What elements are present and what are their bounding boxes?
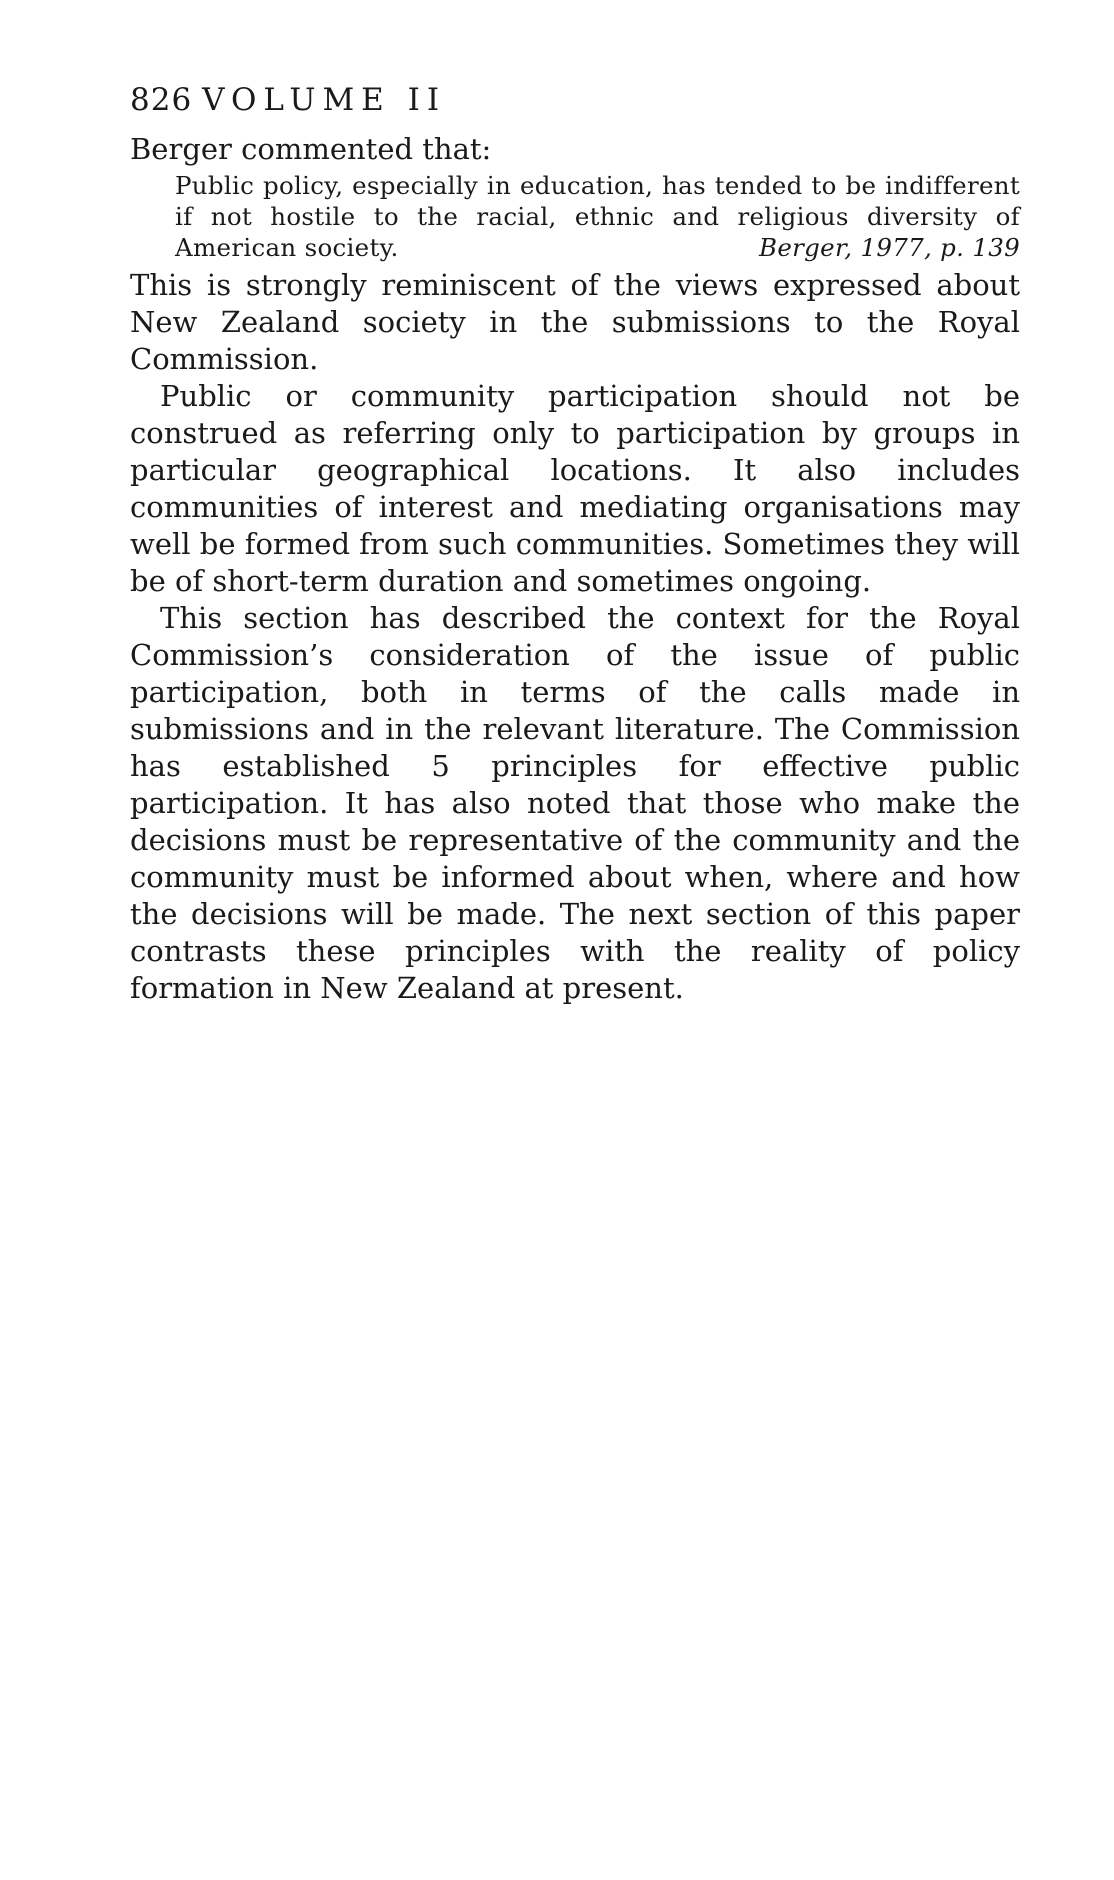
page-number: 826 bbox=[130, 82, 193, 118]
quote-text: Public policy, especially in education, has tended to be indifferent if not hostile to the racial, ethnic and religious diversity of American society. bbox=[175, 171, 1020, 262]
document-page bbox=[130, 80, 1020, 1007]
paragraph-2: Public or community participation should not be construed as referring only to participation by groups in particular geographical locations. It also includes communities of interest and mediating organisations may well be formed from such communities. Sometimes they will be of short-term duration and sometimes ongoing. bbox=[130, 379, 1020, 598]
paragraph-3: This section has described the context for the Royal Commission’s consideration of the issue of public participation, both in terms of the calls made in submissions and in the relevant literature. The Commission has established 5 principles for effective public participation. It has also noted that those who make the decisions must be representative of the community and the community must be informed about when, where and how the decisions will be made. The next section of this paper contrasts these principles with the reality of policy formation in New Zealand at present. bbox=[130, 601, 1020, 1005]
block-quote bbox=[175, 170, 1020, 263]
paragraph-1: This is strongly reminiscent of the views expressed about New Zealand society in the submissions to the Royal Commission. bbox=[130, 268, 1020, 376]
running-head bbox=[130, 80, 1020, 120]
quote-intro: Berger commented that: bbox=[130, 132, 492, 166]
quote-citation: Berger, 1977, p. 139 bbox=[759, 233, 1020, 262]
volume-label: VOLUME II bbox=[202, 82, 447, 118]
